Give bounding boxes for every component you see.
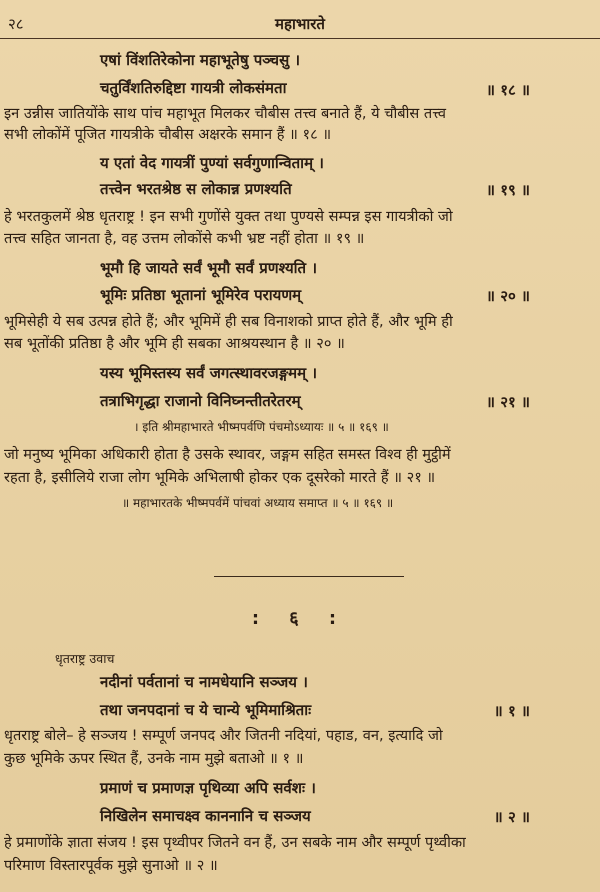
sanskrit-verse-line: यस्य भूमिस्तस्य सर्वं जगत्स्थावरजङ्गमम् । — [100, 364, 318, 382]
sanskrit-verse-line: तत्राभिगृद्धा राजानो विनिघ्नन्तीतरेतरम् — [100, 392, 301, 410]
sanskrit-verse-line: य एतां वेद गायत्रीं पुण्यां सर्वगुणान्विताम् । — [100, 154, 324, 172]
header-rule — [0, 38, 600, 39]
hindi-translation-line: तत्त्व सहित जानता है, वह उत्तम लोकोंसे कभी भ्रष्ट नहीं होता ॥ १९ ॥ — [4, 230, 365, 247]
verse-number: ॥ १८ ॥ — [485, 81, 530, 99]
hindi-translation-line: इन उन्नीस जातियोंके साथ पांच महाभूत मिलकर चौबीस तत्त्व बनाते हैं, ये चौबीस तत्त्व — [4, 105, 446, 122]
hindi-translation-line: सब भूतोंकी प्रतिष्ठा है और भूमि ही सबका आश्रयस्थान है ॥ २० ॥ — [4, 335, 345, 352]
sanskrit-verse-line: भूमौ हि जायते सर्वं भूमौ सर्वं प्रणश्यति । — [100, 259, 318, 277]
verse-number: ॥ २० ॥ — [485, 287, 530, 305]
hindi-translation-line: भूमिसेही ये सब उत्पन्न होते हैं; और भूमिमें ही सब विनाशको प्राप्त होते हैं, और भूमि ही — [4, 313, 453, 330]
hindi-translation-line: रहता है, इसीलिये राजा लोग भूमिके अभिलाषी होकर एक दूसरेको मारते हैं ॥ २१ ॥ — [4, 469, 436, 486]
hindi-translation-line: हे भरतकुलमें श्रेष्ठ धृतराष्ट्र ! इन सभी गुणोंसे युक्त तथा पुण्यसे सम्पन्न इस गायत्रीको जो — [4, 208, 453, 225]
sanskrit-verse-line: एषां विंशतिरेकोना महाभूतेषु पञ्चसु । — [100, 51, 301, 69]
verse-number: ॥ २१ ॥ — [485, 393, 530, 411]
verse-number: ॥ १ ॥ — [493, 702, 530, 720]
speaker-label: धृतराष्ट्र उवाच — [55, 651, 115, 666]
sanskrit-verse-line: निखिलेन समाचक्ष्व काननानि च सञ्जय — [100, 807, 311, 825]
sanskrit-verse-line: चतुर्विंशतिरुद्दिष्टा गायत्री लोकसंमता — [100, 79, 287, 97]
running-title: महाभारते — [275, 15, 325, 33]
chapter-marker: : ६ : — [251, 608, 349, 629]
hindi-translation-line: जो मनुष्य भूमिका अधिकारी होता है उसके स्थावर, जङ्गम सहित समस्त विश्व ही मुट्ठीमें — [4, 446, 451, 463]
sanskrit-verse-line: तत्त्वेन भरतश्रेष्ठ स लोकान्न प्रणश्यति — [100, 180, 292, 198]
hindi-colophon: ॥ महाभारतके भीष्मपर्वमें पांचवां अध्याय समाप्त ॥ ५ ॥ १६९ ॥ — [122, 496, 394, 510]
page-header — [0, 14, 600, 38]
sanskrit-verse-line: प्रमाणं च प्रमाणज्ञ पृथिव्या अपि सर्वशः । — [100, 779, 316, 797]
hindi-translation-line: हे प्रमाणोंके ज्ञाता संजय ! इस पृथ्वीपर जितने वन हैं, उन सबके नाम और सम्पूर्ण पृथ्वीका — [4, 834, 466, 851]
page-number: २८ — [8, 15, 24, 33]
sanskrit-verse-line: नदीनां पर्वतानां च नामधेयानि सञ्जय । — [100, 673, 308, 691]
verse-number: ॥ २ ॥ — [493, 808, 530, 826]
hindi-translation-line: परिमाण विस्तारपूर्वक मुझे सुनाओ ॥ २ ॥ — [4, 857, 218, 874]
hindi-translation-line: धृतराष्ट्र बोले– हे सञ्जय ! सम्पूर्ण जनपद और जितनी नदियां, पहाड, वन, इत्यादि जो — [4, 727, 443, 744]
verse-number: ॥ १९ ॥ — [485, 181, 530, 199]
hindi-translation-line: सभी लोकोंमें पूजित गायत्रीके चौबीस अक्षरके समान हैं ॥ १८ ॥ — [4, 126, 332, 143]
sanskrit-verse-line: भूमिः प्रतिष्ठा भूतानां भूमिरेव परायणम् — [100, 286, 302, 304]
sanskrit-verse-line: तथा जनपदानां च ये चान्ये भूमिमाश्रिताः — [100, 701, 312, 719]
sanskrit-colophon: । इति श्रीमहाभारते भीष्मपर्वणि पंचमोऽध्यायः ॥ ५ ॥ १६९ ॥ — [134, 420, 389, 434]
hindi-translation-line: कुछ भूमिके ऊपर स्थित हैं, उनके नाम मुझे बताओ ॥ १ ॥ — [4, 750, 304, 767]
section-divider — [214, 576, 404, 577]
